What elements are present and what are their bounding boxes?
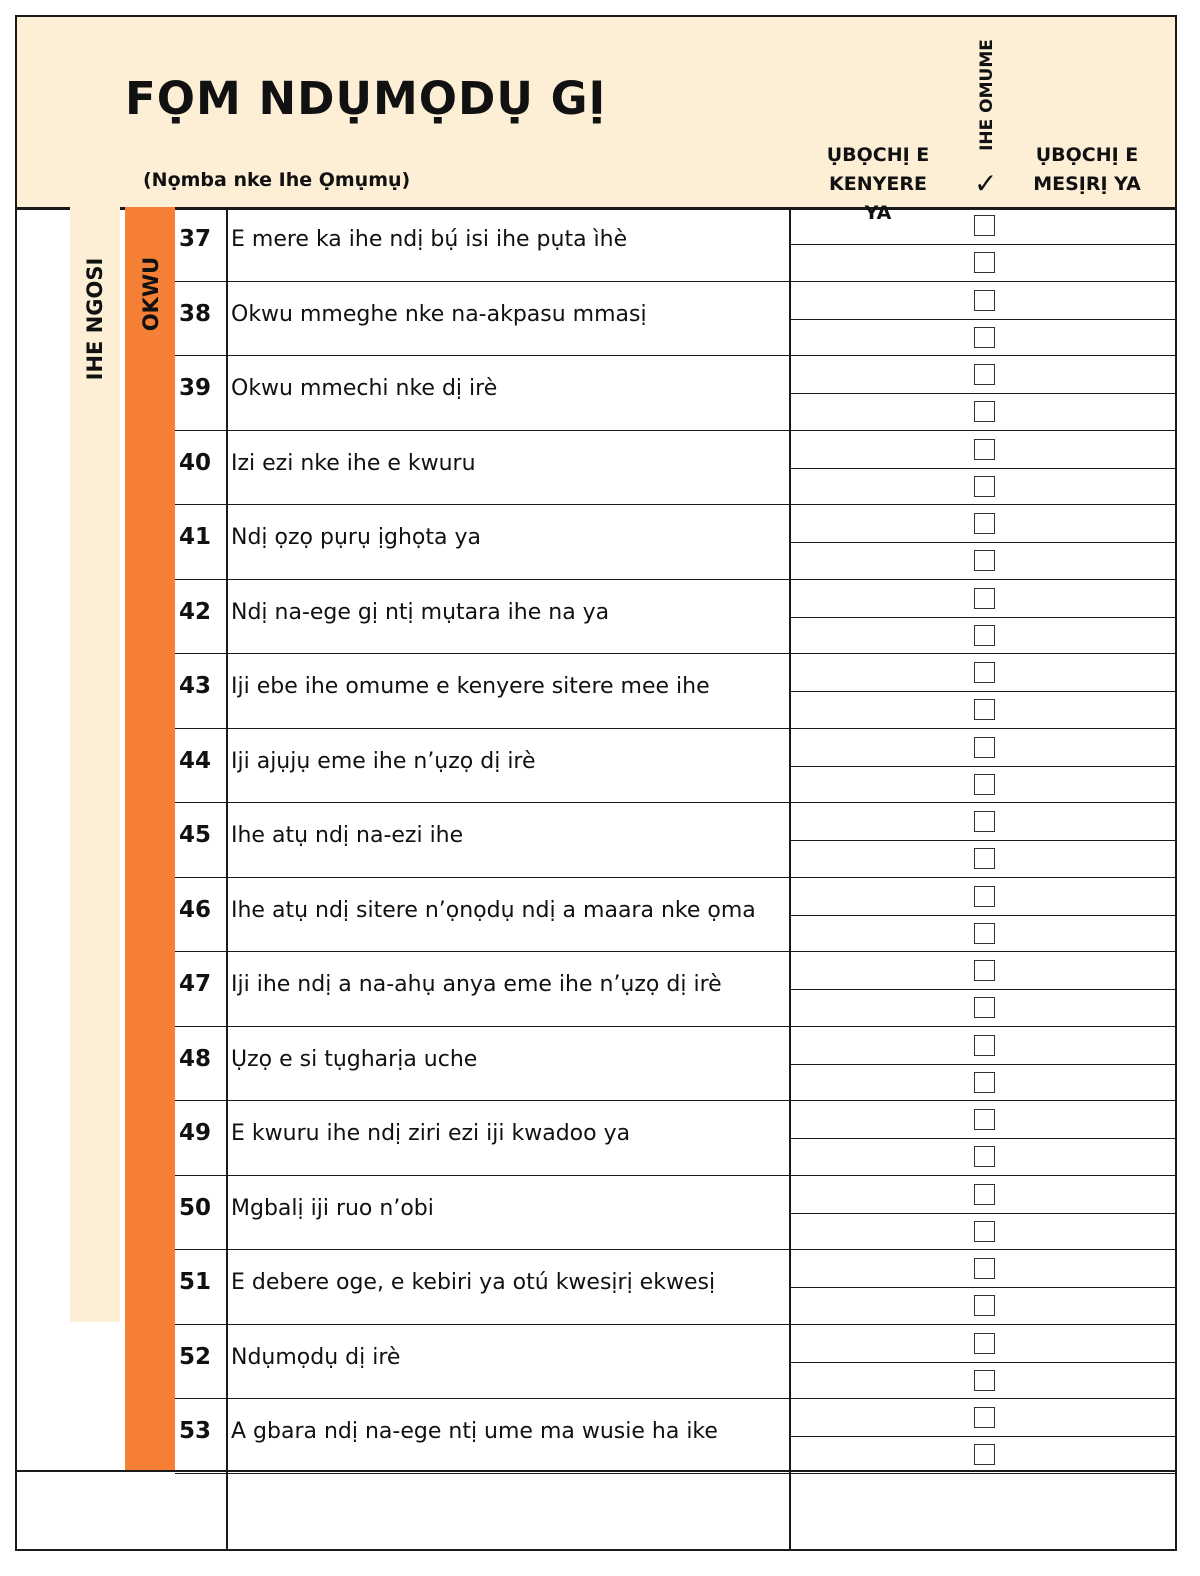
counsel-point-number: 48 (179, 1045, 212, 1072)
counsel-point-number: 42 (179, 598, 212, 625)
counsel-point-text: A gbara ndị na-ege ntị ume ma wusie ha ike (231, 1419, 718, 1444)
exercise-checkbox[interactable] (974, 1333, 995, 1354)
exercise-checkbox[interactable] (974, 290, 995, 311)
exercise-checkbox[interactable] (974, 1035, 995, 1056)
row-half-divider (791, 393, 1175, 394)
row-half-divider (791, 840, 1175, 841)
form-title: FỌM NDỤMỌDỤ GỊ (125, 72, 607, 125)
counsel-point-text: Ihe atụ ndị na-ezi ihe (231, 823, 464, 848)
row-half-divider (791, 1064, 1175, 1065)
counsel-form (15, 15, 1177, 1551)
row-half-divider (791, 691, 1175, 692)
counsel-point-number: 49 (179, 1120, 212, 1146)
row-half-divider (791, 766, 1175, 767)
counsel-point-number: 39 (179, 375, 212, 401)
counsel-point-text: Ihe atụ ndị sitere n’ọnọdụ ndị a maara nke ọma (231, 897, 756, 923)
exercise-checkbox[interactable] (974, 1258, 995, 1279)
exercise-checkbox[interactable] (974, 364, 995, 385)
counsel-point-number: 38 (179, 300, 212, 327)
category-band (125, 207, 175, 1470)
row-half-divider (791, 1362, 1175, 1363)
exercise-checkbox[interactable] (974, 1146, 995, 1167)
exercise-checkbox[interactable] (974, 476, 995, 497)
exercise-checkbox[interactable] (974, 997, 995, 1018)
row-half-divider (791, 617, 1175, 618)
counsel-point-number: 44 (179, 747, 212, 774)
counsel-point-number: 40 (179, 449, 212, 476)
counsel-point-number: 47 (179, 971, 212, 997)
exercise-checkbox[interactable] (974, 252, 995, 273)
exercise-checkbox[interactable] (974, 811, 995, 832)
counsel-point-text: Izi ezi nke ihe e kwuru (231, 450, 476, 476)
row-half-divider (791, 468, 1175, 469)
counsel-point-text: E kwuru ihe ndị ziri ezi iji kwadoo ya (231, 1121, 631, 1146)
counsel-point-text: Ndụmọdụ dị irè (231, 1344, 401, 1370)
section-label: IHE NGOSI (83, 257, 107, 381)
form-header (17, 17, 1175, 224)
exercise-checkbox[interactable] (974, 439, 995, 460)
exercise-checkbox[interactable] (974, 737, 995, 758)
exercise-checkbox[interactable] (974, 1109, 995, 1130)
counsel-point-number: 43 (179, 673, 212, 699)
counsel-point-number: 52 (179, 1343, 212, 1370)
exercise-checkbox[interactable] (974, 699, 995, 720)
row-half-divider (791, 319, 1175, 320)
counsel-point-text: Ndị na-ege gị ntị mụtara ihe na ya (231, 599, 610, 625)
exercise-checkbox[interactable] (974, 923, 995, 944)
exercise-checkbox[interactable] (974, 1184, 995, 1205)
counsel-point-text: Okwu mmeghe nke na-akpasu mmasị (231, 301, 647, 327)
exercise-checkbox[interactable] (974, 1072, 995, 1093)
row-half-divider (791, 1287, 1175, 1288)
row-half-divider (791, 1436, 1175, 1437)
exercise-checkbox[interactable] (974, 886, 995, 907)
row-divider (175, 1473, 1175, 1474)
counsel-point-number: 46 (179, 896, 212, 923)
counsel-point-text: Ụzọ e si tụgharịa uche (231, 1046, 478, 1072)
row-half-divider (791, 915, 1175, 916)
counsel-point-number: 50 (179, 1194, 212, 1221)
exercise-checkbox[interactable] (974, 1221, 995, 1242)
form-subtitle: (Nọmba nke Ihe Ọmụmụ) (143, 169, 411, 191)
exercise-checkbox[interactable] (974, 774, 995, 795)
exercise-checkbox[interactable] (974, 327, 995, 348)
row-half-divider (791, 542, 1175, 543)
exercise-checkbox[interactable] (974, 960, 995, 981)
counsel-point-text: E mere ka ihe ndị bụ́ isi ihe pụta ìhè (231, 227, 628, 252)
counsel-point-text: Iji ajụjụ eme ihe n’ụzọ dị irè (231, 748, 536, 774)
exercise-checkbox[interactable] (974, 1295, 995, 1316)
exercise-checkbox[interactable] (974, 513, 995, 534)
date-assigned-heading: ỤBỌCHỊ E KENYERE YA (826, 144, 930, 224)
exercise-checkbox[interactable] (974, 1407, 995, 1428)
counsel-point-number: 53 (179, 1418, 212, 1444)
row-half-divider (791, 244, 1175, 245)
row-half-divider (791, 1138, 1175, 1139)
exercise-checkbox[interactable] (974, 1370, 995, 1391)
exercise-heading: IHE OMUME (977, 39, 997, 151)
exercise-checkbox[interactable] (974, 1444, 995, 1465)
exercise-checkbox[interactable] (974, 662, 995, 683)
checkmark-icon: ✓ (974, 167, 998, 200)
exercise-checkbox[interactable] (974, 848, 995, 869)
counsel-point-text: Ndị ọzọ pụrụ ịghọta ya (231, 525, 481, 550)
exercise-checkbox[interactable] (974, 625, 995, 646)
counsel-point-number: 37 (179, 226, 212, 252)
counsel-point-text: Iji ihe ndị a na-ahụ anya eme ihe n’ụzọ dị irè (231, 972, 722, 997)
exercise-checkbox[interactable] (974, 401, 995, 422)
counsel-point-number: 51 (179, 1269, 212, 1295)
counsel-point-number: 45 (179, 822, 212, 848)
counsel-point-text: Mgbalị iji ruo n’obi (231, 1195, 434, 1221)
date-completed-heading: ỤBỌCHỊ E MESỊRỊ YA (1033, 144, 1141, 195)
exercise-checkbox[interactable] (974, 588, 995, 609)
exercise-checkbox[interactable] (974, 550, 995, 571)
category-label: OKWU (139, 256, 163, 332)
counsel-point-text: E debere oge, e kebiri ya otú kwesịrị ekwesị (231, 1270, 716, 1295)
counsel-point-text: Okwu mmechi nke dị irè (231, 376, 498, 401)
row-half-divider (791, 989, 1175, 990)
counsel-point-text: Iji ebe ihe omume e kenyere sitere mee ihe (231, 674, 710, 699)
exercise-checkbox[interactable] (974, 215, 995, 236)
exercise-heading-wrap (972, 33, 1002, 163)
counsel-point-number: 41 (179, 524, 212, 550)
row-half-divider (791, 1213, 1175, 1214)
